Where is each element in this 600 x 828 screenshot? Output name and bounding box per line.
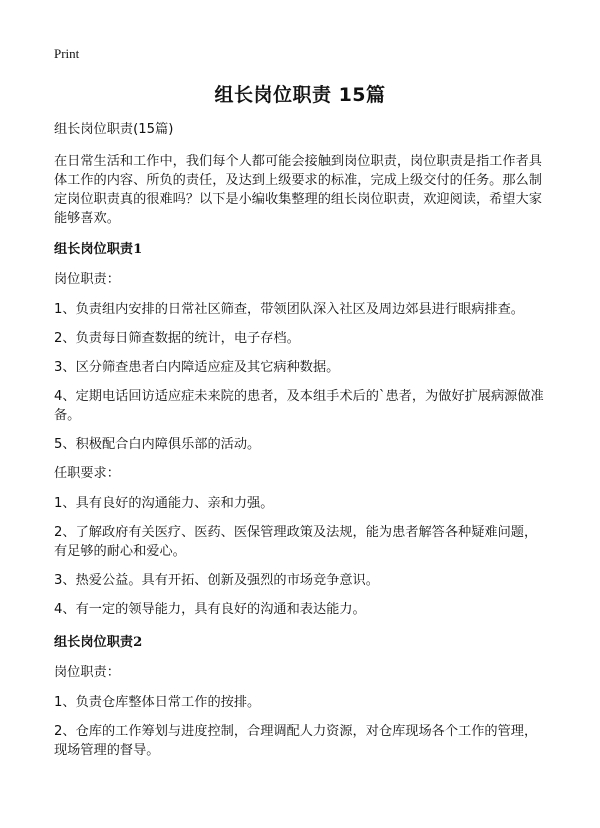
duty-item: 1、负责组内安排的日常社区筛查，带领团队深入社区及周边郊县进行眼病排查。 bbox=[54, 302, 524, 317]
requirement-item: 2、了解政府有关医疗、医药、医保管理政策及法规，能为患者解答各种疑难问题，有足够的耐心和爱心。 bbox=[54, 525, 538, 559]
duty-item: 2、负责每日筛查数据的统计，电子存档。 bbox=[54, 331, 300, 346]
duty-item: 2、仓库的工作筹划与进度控制，合理调配人力资源，对仓库现场各个工作的管理，现场管理的督导。 bbox=[54, 724, 538, 758]
intro-paragraph: 在日常生活和工作中，我们每个人都可能会接触到岗位职责，岗位职责是指工作者具体工作的内容、所负的责任，及达到上级要求的标准，完成上级交付的任务。那么制定岗位职责真的很难吗？以下是小编收集整理的组长岗位职责，欢迎阅读，希望大家能够喜欢。 bbox=[54, 154, 542, 226]
document-body bbox=[54, 120, 548, 770]
duty-item: 4、定期电话回访适应症未来院的患者，及本组手术后的`患者，为做好扩展病源做准备。 bbox=[54, 389, 544, 423]
requirement-item: 1、具有良好的沟通能力、亲和力强。 bbox=[54, 496, 274, 511]
print-label: Print bbox=[54, 46, 80, 61]
document-subtitle: 组长岗位职责(15篇) bbox=[54, 122, 174, 137]
duty-item: 1、负责仓库整体日常工作的按排。 bbox=[54, 695, 261, 710]
section-heading: 组长岗位职责2 bbox=[54, 635, 143, 650]
duty-item: 3、区分筛查患者白内障适应症及其它病种数据。 bbox=[54, 360, 340, 375]
duty-item: 5、积极配合白内障俱乐部的活动。 bbox=[54, 437, 261, 452]
section-heading: 组长岗位职责1 bbox=[54, 242, 143, 257]
requirements-label: 任职要求： bbox=[54, 466, 120, 481]
duties-label: 岗位职责： bbox=[54, 272, 120, 287]
page-title: 组长岗位职责 15篇 bbox=[214, 84, 386, 106]
requirement-item: 3、热爱公益。具有开拓、创新及强烈的市场竞争意识。 bbox=[54, 573, 379, 588]
requirement-item: 4、有一定的领导能力，具有良好的沟通和表达能力。 bbox=[54, 602, 366, 617]
duties-label: 岗位职责： bbox=[54, 665, 120, 680]
